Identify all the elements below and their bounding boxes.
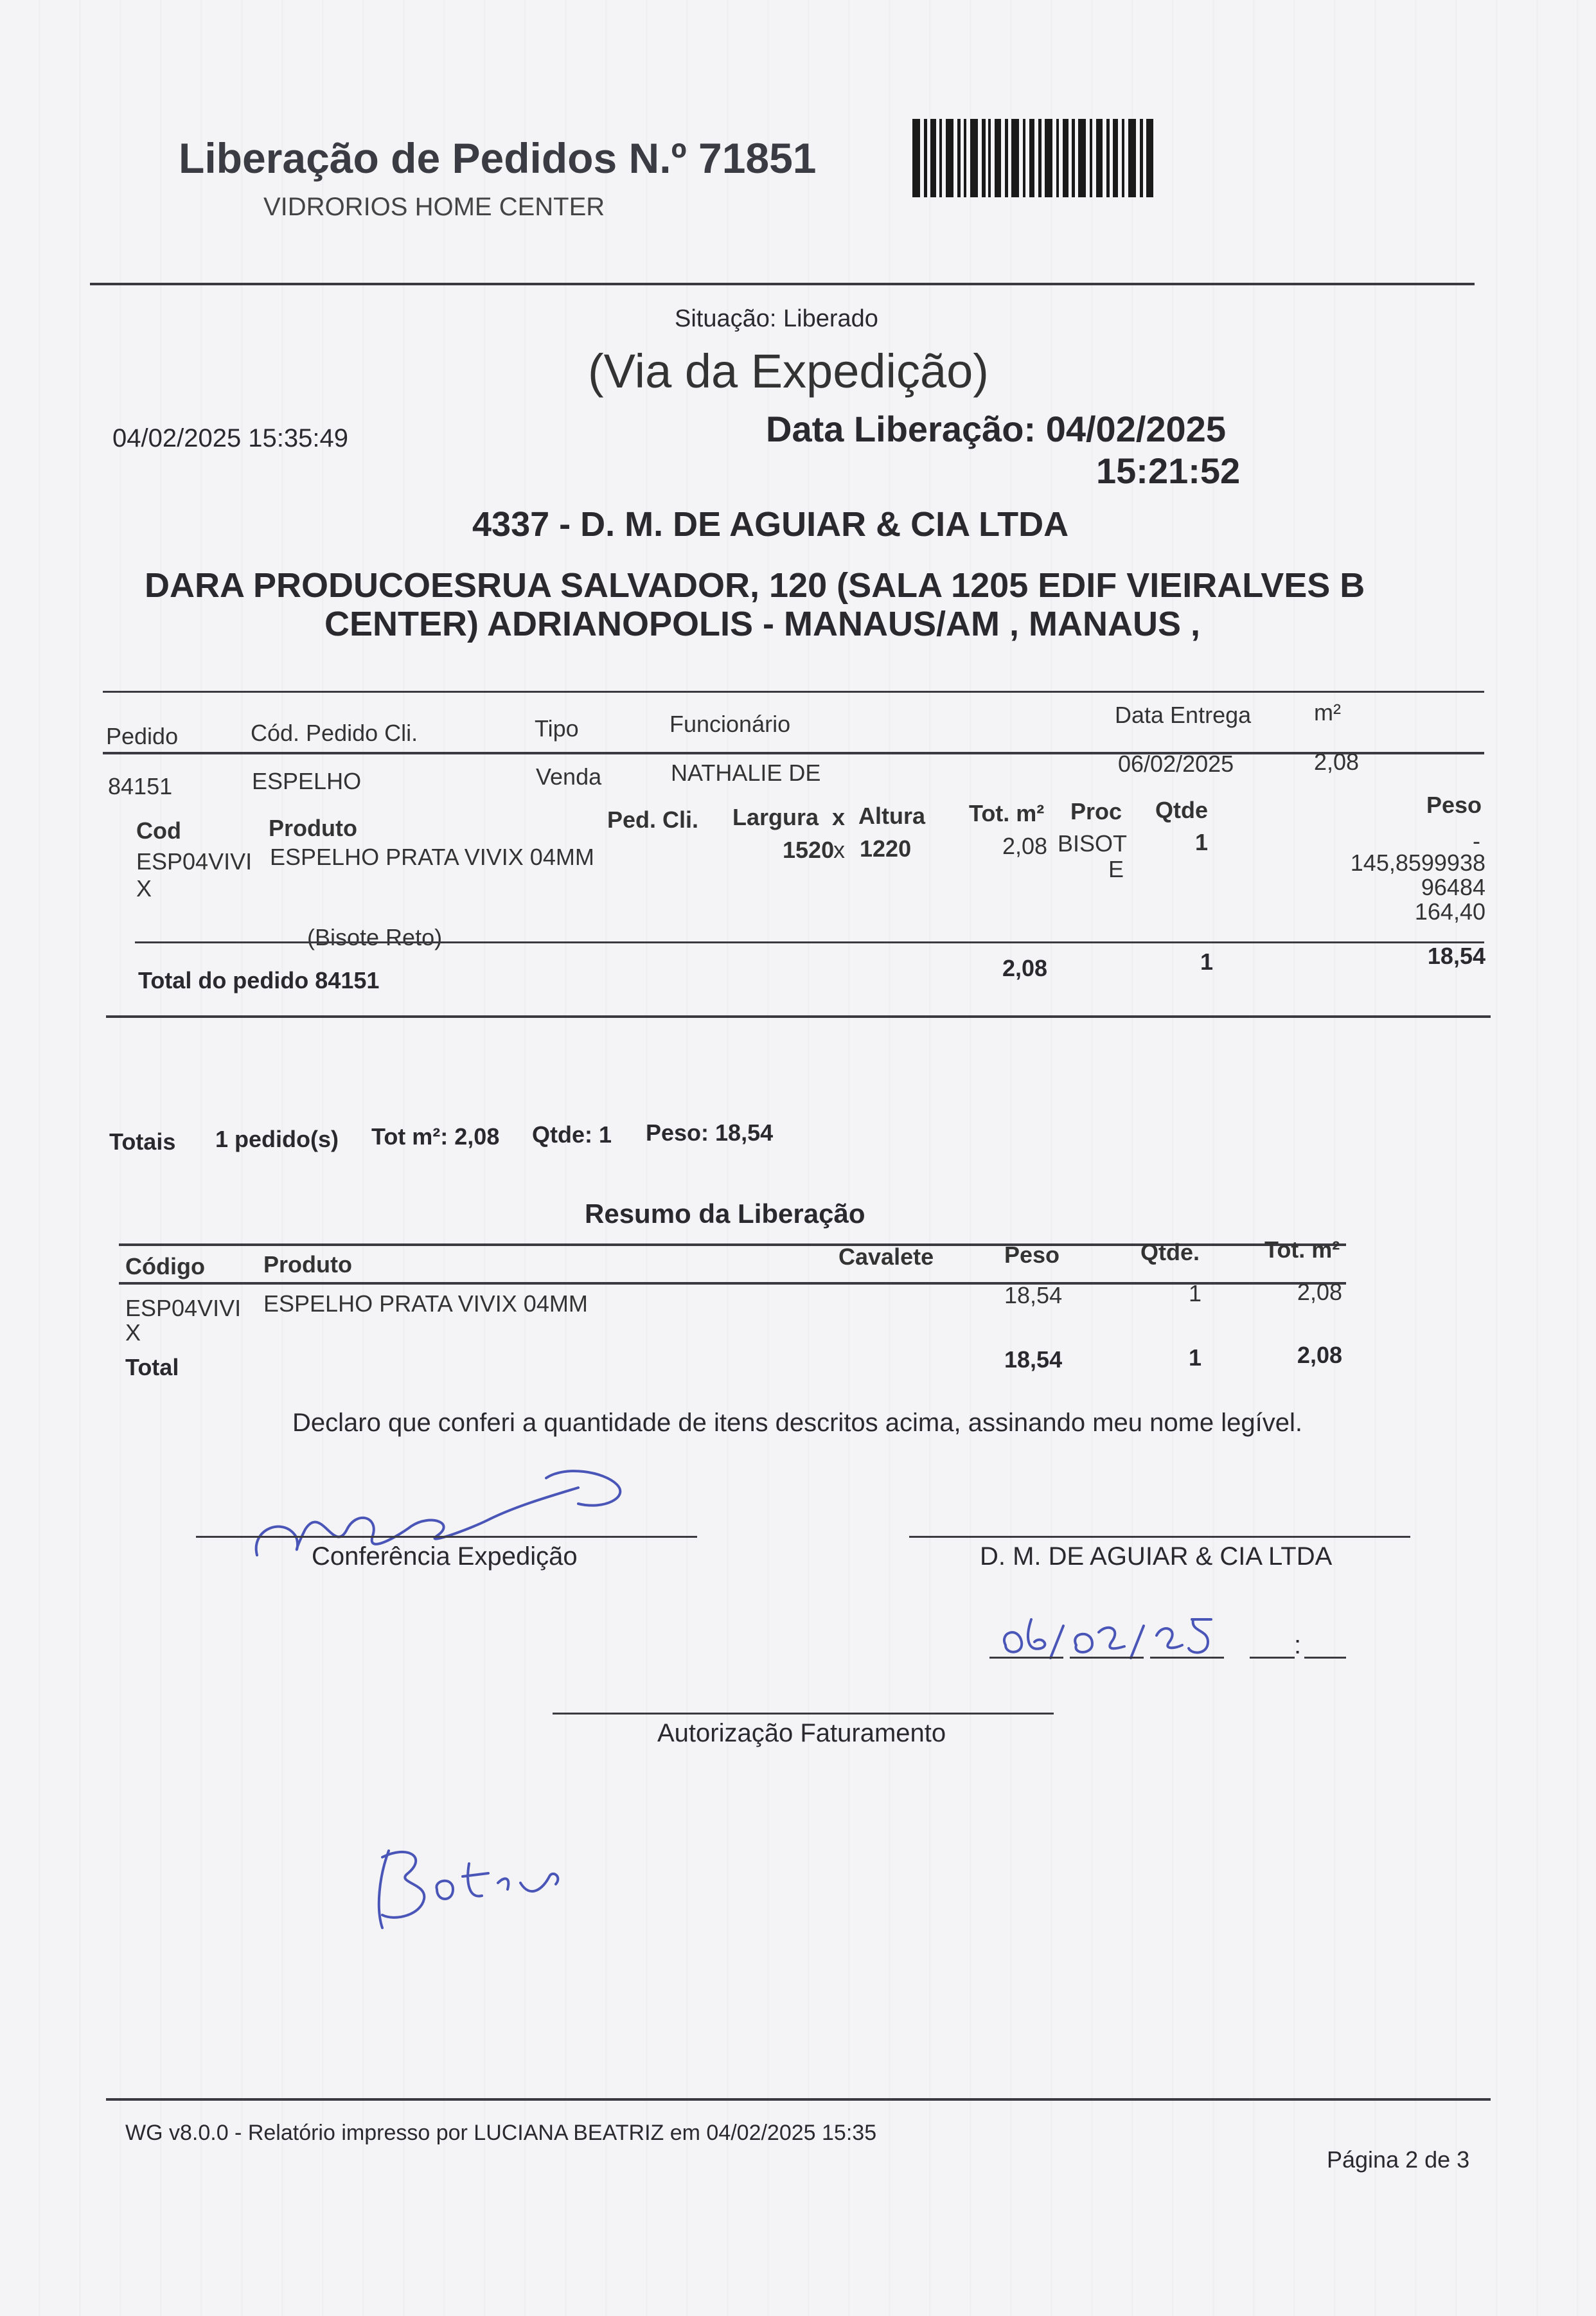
signature-autorizacao — [357, 1838, 601, 1934]
summary-header-tot-m2: Tot. m² — [1264, 1236, 1340, 1263]
order-m2: 2,08 — [1314, 749, 1360, 775]
col-header-tipo: Tipo — [535, 715, 579, 742]
summary-total-label: Total — [125, 1354, 179, 1380]
company-name: VIDRORIOS HOME CENTER — [263, 193, 605, 221]
summary-title: Resumo da Liberação — [585, 1198, 865, 1229]
totals-qty: Qtde: 1 — [532, 1121, 612, 1148]
totals-orders: 1 pedido(s) — [215, 1126, 339, 1152]
date-blank-month — [1070, 1657, 1144, 1659]
summary-header-cavalete: Cavalete — [838, 1243, 934, 1270]
client-sign-label: D. M. DE AGUIAR & CIA LTDA — [980, 1542, 1333, 1571]
totals-weight: Peso: 18,54 — [646, 1119, 774, 1146]
col-header-pedido: Pedido — [106, 723, 179, 749]
order-client-code: ESPELHO — [252, 768, 362, 794]
date-blank-year — [1150, 1657, 1224, 1659]
item-height: 1220 — [860, 835, 912, 862]
header-divider — [90, 283, 1475, 285]
col-header-cod-pedido-cli: Cód. Pedido Cli. — [251, 720, 418, 746]
summary-total-weight: 18,54 — [1004, 1346, 1063, 1373]
status-text: Situação: Liberado — [675, 305, 878, 332]
summary-header-produto: Produto — [263, 1251, 352, 1278]
order-subtotal-qty: 1 — [1200, 949, 1214, 975]
subtotal-rule — [135, 941, 1484, 943]
item-weight-line1: - — [1473, 828, 1480, 854]
item-proc-line2: E — [1108, 856, 1124, 882]
date-blank-day — [989, 1657, 1063, 1659]
conferencia-label: Conferência Expedição — [312, 1542, 578, 1571]
copy-type-heading: (Via da Expedição) — [588, 344, 989, 398]
client-address-line2: CENTER) ADRIANOPOLIS - MANAUS/AM , MANAUS , — [324, 605, 1200, 643]
barcode-image — [912, 119, 1153, 197]
item-width: 1520 — [783, 837, 835, 863]
item-code-line1: ESP04VIVI — [136, 848, 253, 875]
summary-code-line2: X — [125, 1319, 141, 1346]
autorizacao-label: Autorização Faturamento — [657, 1719, 946, 1747]
summary-header-qtde: Qtde. — [1140, 1239, 1200, 1265]
client-name: 4337 - D. M. DE AGUIAR & CIA LTDA — [472, 505, 1069, 544]
time-blank-minute — [1304, 1657, 1346, 1659]
item-header-qtde: Qtde — [1155, 797, 1209, 823]
order-employee: NATHALIE DE — [671, 760, 821, 786]
item-proc-line1: BISOT — [1058, 830, 1128, 857]
col-header-funcionario: Funcionário — [669, 711, 791, 737]
time-blank-hour — [1250, 1657, 1295, 1659]
item-weight-line2: 145,8599938 — [1350, 850, 1485, 876]
item-header-cod: Cod — [136, 817, 181, 844]
item-header-produto: Produto — [269, 815, 357, 841]
release-date: Data Liberação: 04/02/2025 — [766, 409, 1226, 449]
document-title: Liberação de Pedidos N.º 71851 — [179, 134, 817, 182]
footer-rule — [106, 2098, 1491, 2101]
summary-weight: 18,54 — [1004, 1282, 1063, 1308]
summary-m2: 2,08 — [1297, 1279, 1342, 1305]
item-qty: 1 — [1195, 829, 1209, 855]
signature-line-autorizacao — [553, 1713, 1054, 1715]
order-table-bottom-rule — [106, 1015, 1491, 1018]
summary-product: ESPELHO PRATA VIVIX 04MM — [263, 1290, 588, 1317]
order-number: 84151 — [108, 773, 173, 799]
item-note: (Bisote Reto) — [307, 924, 443, 950]
summary-code-line1: ESP04VIVI — [125, 1295, 242, 1321]
time-separator: : — [1294, 1631, 1302, 1659]
item-tot-m2: 2,08 — [1002, 833, 1048, 859]
summary-header-rule — [119, 1282, 1346, 1285]
order-subtotal-weight: 18,54 — [1427, 943, 1485, 969]
item-header-altura: Altura — [858, 803, 926, 829]
item-header-peso: Peso — [1426, 792, 1482, 818]
order-header-rule — [103, 752, 1484, 754]
signature-line-conferencia — [196, 1536, 697, 1538]
col-header-data-entrega: Data Entrega — [1115, 702, 1252, 728]
order-table-top-rule — [103, 691, 1484, 693]
order-delivery-date: 06/02/2025 — [1118, 751, 1234, 777]
declaration-text: Declaro que conferi a quantidade de itens descritos acima, assinando meu nome legível. — [292, 1409, 1303, 1437]
item-header-largura: Largura — [732, 804, 819, 830]
item-weight-line3: 96484 — [1421, 874, 1485, 900]
signature-line-client — [909, 1536, 1410, 1538]
handwritten-date — [986, 1600, 1256, 1671]
footer-printed-by: WG v8.0.0 - Relatório impresso por LUCIANA BEATRIZ em 04/02/2025 15:35 — [125, 2121, 877, 2145]
totals-label: Totais — [109, 1128, 176, 1155]
item-code-line2: X — [136, 875, 152, 902]
item-header-ped-cli: Ped. Cli. — [607, 806, 699, 833]
item-product: ESPELHO PRATA VIVIX 04MM — [270, 844, 594, 870]
item-x: x — [833, 837, 845, 863]
item-header-x: x — [832, 804, 846, 830]
totals-m2: Tot m²: 2,08 — [371, 1123, 500, 1150]
printed-timestamp: 04/02/2025 15:35:49 — [112, 424, 349, 452]
summary-qty: 1 — [1189, 1280, 1202, 1306]
summary-header-peso: Peso — [1004, 1242, 1060, 1268]
summary-total-qty: 1 — [1189, 1344, 1202, 1371]
item-header-proc: Proc — [1070, 798, 1122, 824]
summary-header-codigo: Código — [125, 1253, 205, 1279]
release-time: 15:21:52 — [1096, 450, 1241, 491]
summary-total-m2: 2,08 — [1297, 1342, 1342, 1368]
client-address-line1: DARA PRODUCOESRUA SALVADOR, 120 (SALA 1205 EDIF VIEIRALVES B — [145, 566, 1365, 605]
order-subtotal-label: Total do pedido 84151 — [138, 967, 380, 993]
order-type: Venda — [536, 763, 602, 790]
col-header-m2: m² — [1314, 699, 1341, 726]
page-number: Página 2 de 3 — [1327, 2146, 1470, 2173]
order-subtotal-m2: 2,08 — [1002, 955, 1048, 981]
item-header-tot-m2: Tot. m² — [969, 800, 1045, 826]
item-weight-line4: 164,40 — [1414, 898, 1485, 925]
